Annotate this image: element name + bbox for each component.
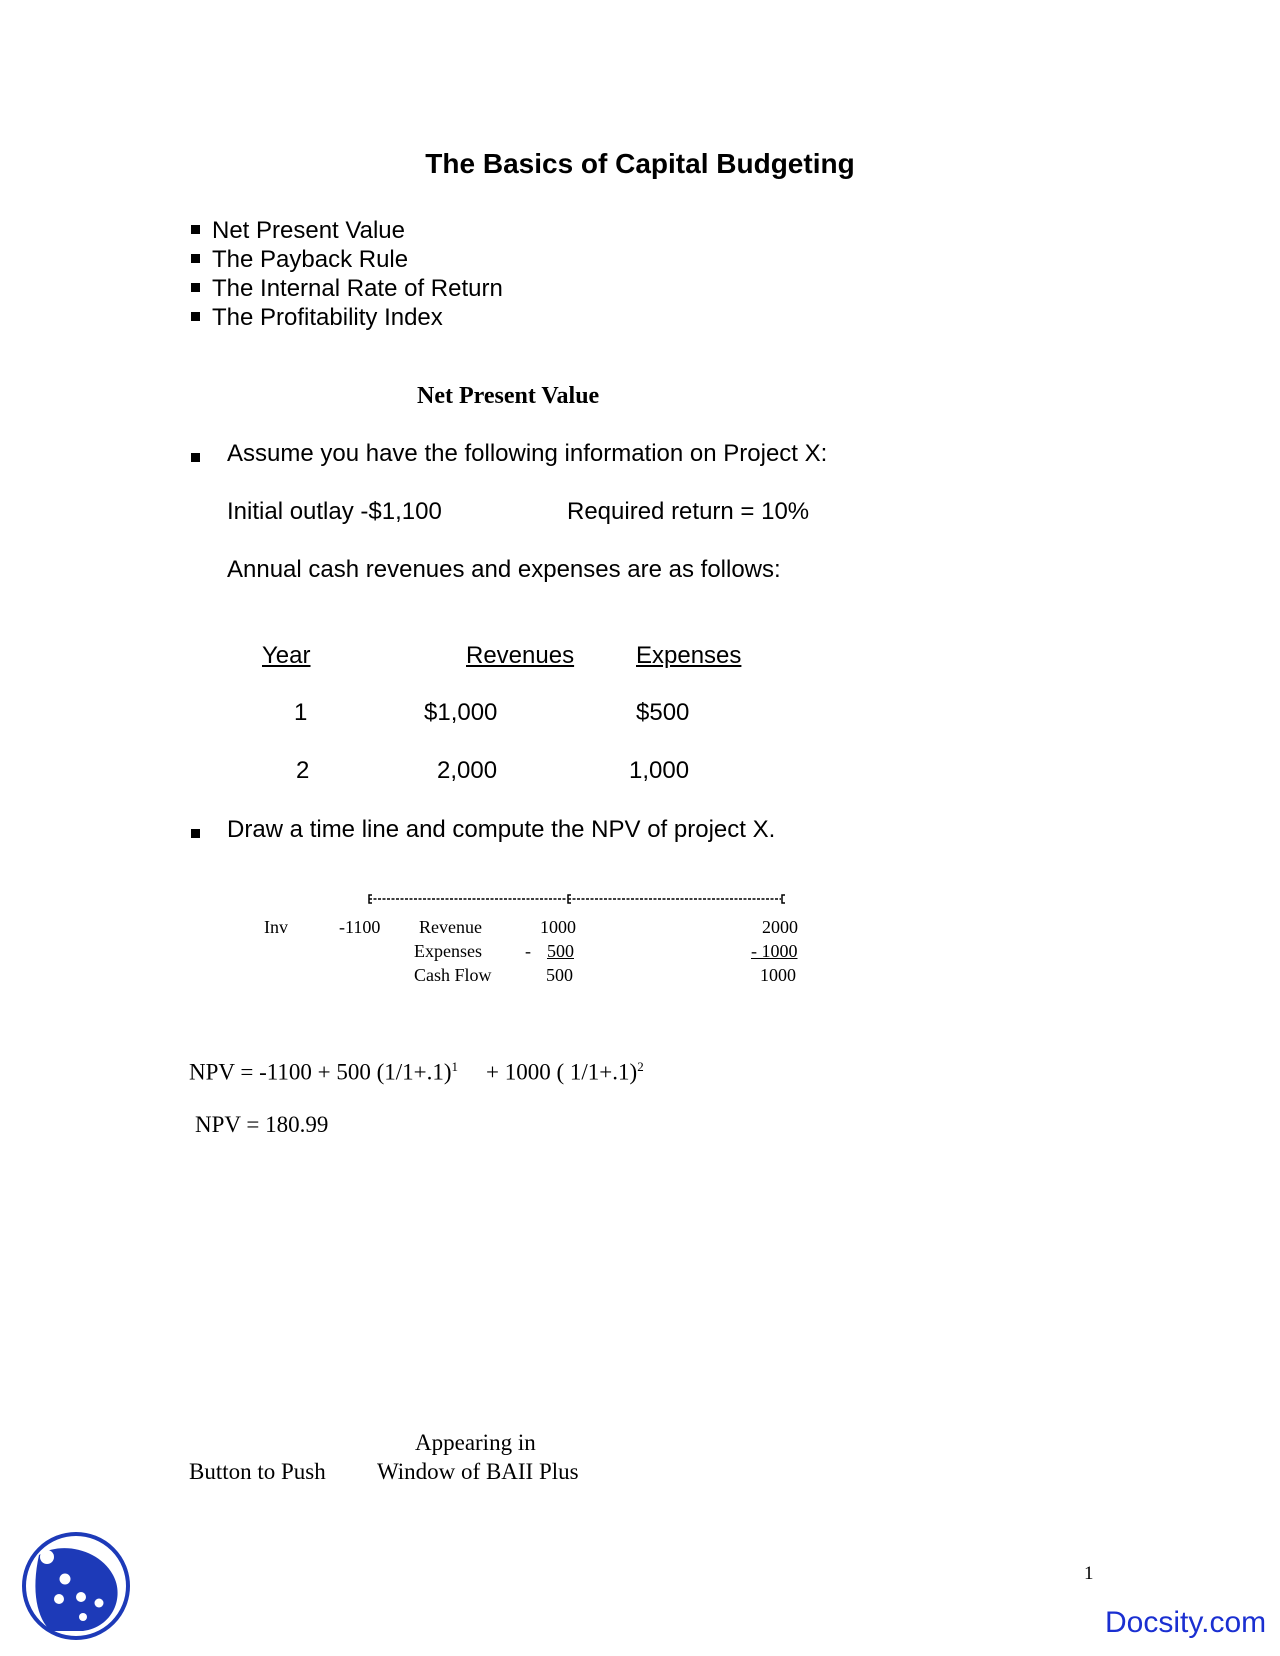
- timeline-inv-label: Inv: [264, 917, 288, 937]
- docsity-brand[interactable]: Docsity.com: [1105, 1606, 1267, 1639]
- npv-formula: NPV = -1100 + 500 $(1/1+.1)^1 + 1000$ ( 1/1+.1)$^2$: [189, 1059, 644, 1085]
- timeline-y1-expenses: 500: [547, 941, 574, 961]
- draw-text: Draw a time line and compute the NPV of project X.: [227, 816, 776, 843]
- initial-outlay: Initial outlay -$1,100: [227, 498, 442, 525]
- footer-col1: Button to Push: [189, 1459, 326, 1484]
- required-return: Required return = 10%: [567, 498, 810, 525]
- table-cell: $1,000: [424, 699, 498, 726]
- bullet-square-icon: [191, 254, 200, 263]
- docsity-logo-icon: [21, 1531, 131, 1641]
- bullet-item: The Payback Rule: [191, 246, 408, 274]
- annual-text: Annual cash revenues and expenses are as follows:: [227, 556, 781, 583]
- section-title: Net Present Value: [417, 383, 600, 409]
- npv-result: NPV = 180.99: [195, 1112, 329, 1137]
- bullet-square-icon: [191, 283, 200, 292]
- footer-col2-line1: Appearing in: [415, 1430, 536, 1455]
- timeline-inv-value: -1100: [339, 917, 381, 937]
- timeline-y2-revenue: 2000: [762, 917, 798, 937]
- page-number: 1: [1084, 1563, 1094, 1584]
- timeline-minus: -: [525, 941, 531, 961]
- timeline-bar: [368, 893, 788, 905]
- footer-col2-line2: Window of BAII Plus: [377, 1459, 579, 1484]
- timeline-y2-cashflow: 1000: [760, 965, 796, 985]
- timeline-revenue-label: Revenue: [419, 917, 482, 937]
- table-header-year: Year: [262, 642, 311, 669]
- bullet-square-icon: [191, 829, 200, 838]
- table-cell: 1,000: [629, 757, 690, 784]
- timeline-cashflow-label: Cash Flow: [414, 965, 492, 985]
- timeline-y2-expenses: - 1000: [751, 941, 798, 961]
- bullet-item: Net Present Value: [191, 217, 405, 245]
- bullet-square-icon: [191, 312, 200, 321]
- table-cell: 2,000: [437, 757, 498, 784]
- timeline-expenses-label: Expenses: [414, 941, 482, 961]
- timeline-y1-revenue: 1000: [540, 917, 576, 937]
- bullet-square-icon: [191, 225, 200, 234]
- table-header-revenues: Revenues: [466, 642, 575, 669]
- assume-text: Assume you have the following information on Project X:: [227, 440, 828, 467]
- table-cell: $500: [636, 699, 690, 726]
- bullet-square-icon: [191, 453, 200, 462]
- bullet-item: The Profitability Index: [191, 304, 443, 332]
- bullet-item: The Internal Rate of Return: [191, 275, 503, 303]
- table-cell: 1: [294, 699, 308, 726]
- table-cell: 2: [296, 757, 310, 784]
- timeline-y1-cashflow: 500: [546, 965, 573, 985]
- page-title: The Basics of Capital Budgeting: [425, 148, 855, 179]
- table-header-expenses: Expenses: [636, 642, 742, 669]
